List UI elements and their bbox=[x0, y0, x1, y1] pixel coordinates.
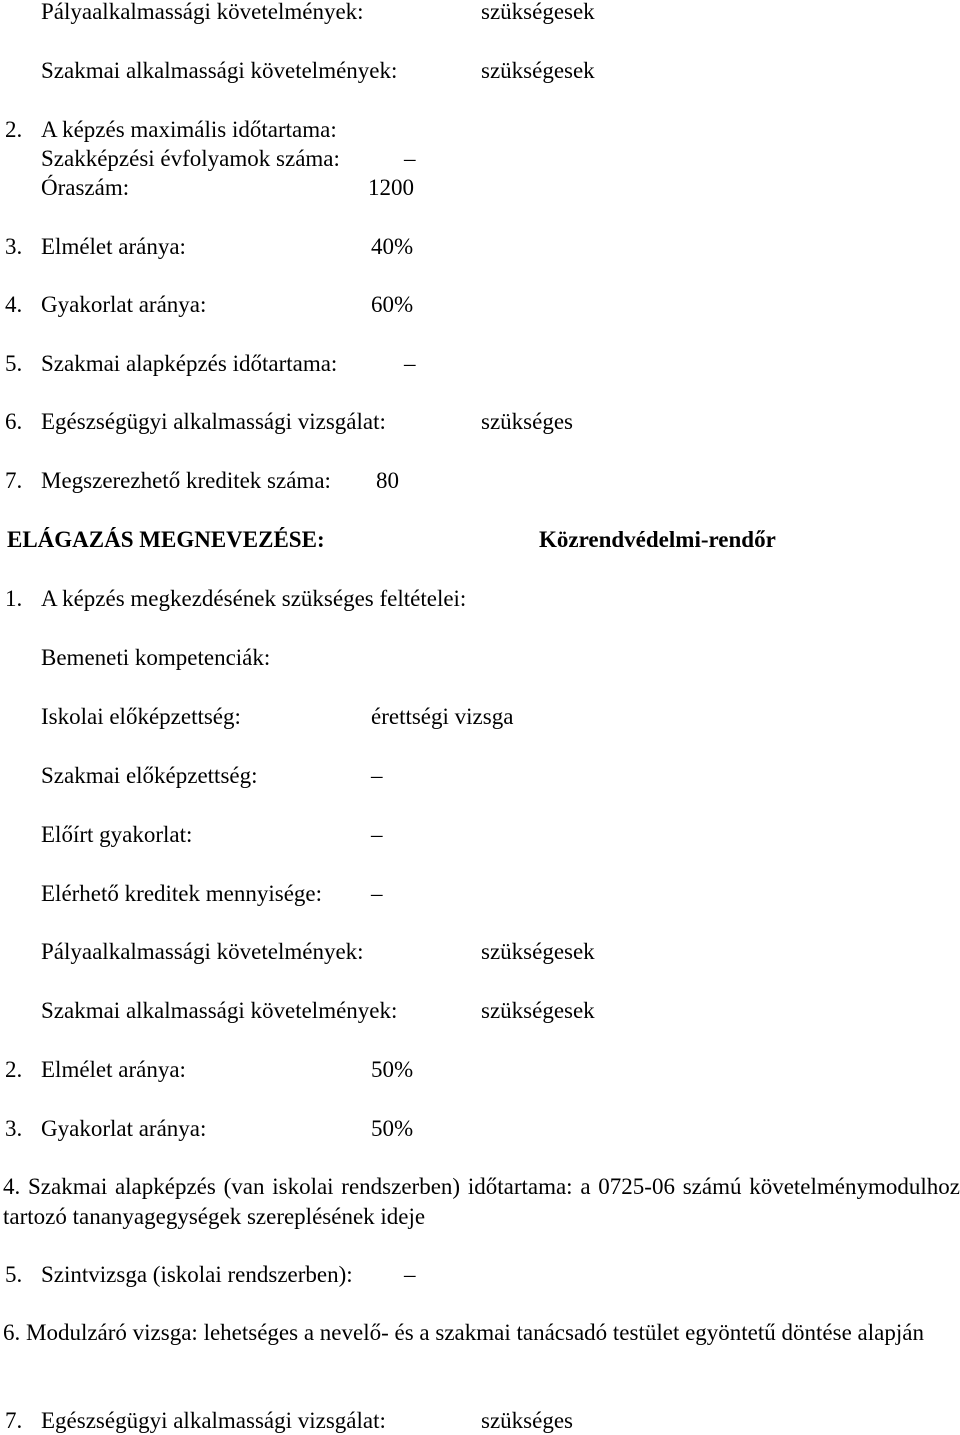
egeszseg2-value: szükséges bbox=[481, 1408, 573, 1433]
egeszseg2-num: 7. bbox=[5, 1408, 23, 1433]
egeszseg-value: szükséges bbox=[481, 409, 573, 434]
bemeneti-label: Bemeneti kompetenciák: bbox=[41, 645, 271, 670]
branch-label: ELÁGAZÁS MEGNEVEZÉSE: bbox=[7, 527, 325, 552]
alap-label: Szakmai alapképzés időtartama: bbox=[41, 351, 338, 376]
egeszseg2-label: Egészségügyi alkalmassági vizsgálat: bbox=[41, 1408, 386, 1433]
szakmai-elo-label: Szakmai előképzettség: bbox=[41, 763, 258, 788]
alapkepzes-paragraph: 4. Szakmai alapképzés (van iskolai rendszerben) időtartama: a 0725-06 számú követelménymodulhoz tartozó tananyagegységek szereplésének ideje bbox=[3, 1174, 960, 1229]
max-label: A képzés maximális időtartama: bbox=[41, 117, 337, 142]
palya2-value: szükségesek bbox=[481, 939, 595, 964]
elerheto-value: – bbox=[371, 881, 383, 906]
iskolai-value: érettségi vizsga bbox=[371, 704, 514, 729]
egeszseg-label: Egészségügyi alkalmassági vizsgálat: bbox=[41, 409, 386, 434]
evf-value: – bbox=[404, 146, 416, 171]
kredit-num: 7. bbox=[5, 468, 23, 493]
gyakorlat2-label: Gyakorlat aránya: bbox=[41, 1116, 207, 1141]
egeszseg-num: 6. bbox=[5, 409, 23, 434]
gyakorlat-value: 60% bbox=[371, 292, 414, 317]
palya-value: szükségesek bbox=[481, 0, 595, 24]
ora-label: Óraszám: bbox=[41, 175, 130, 200]
szint-num: 5. bbox=[5, 1262, 23, 1287]
palya2-label: Pályaalkalmassági követelmények: bbox=[41, 939, 364, 964]
elmelet2-num: 2. bbox=[5, 1057, 23, 1082]
szakmai2-value: szükségesek bbox=[481, 998, 595, 1023]
kredit-value: 80 bbox=[376, 468, 399, 493]
elmelet2-value: 50% bbox=[371, 1057, 414, 1082]
modulzaro-paragraph: 6. Modulzáró vizsga: lehetséges a nevelő- és a szakmai tanácsadó testület egyöntetű döntése alapján bbox=[3, 1320, 924, 1345]
iskolai-label: Iskolai előképzettség: bbox=[41, 704, 241, 729]
szakmai-value: szükségesek bbox=[481, 58, 595, 83]
gyakorlat2-num: 3. bbox=[5, 1116, 23, 1141]
evf-label: Szakképzési évfolyamok száma: bbox=[41, 146, 340, 171]
szakmai2-label: Szakmai alkalmassági követelmények: bbox=[41, 998, 398, 1023]
alap-num: 5. bbox=[5, 351, 23, 376]
eloirt-label: Előírt gyakorlat: bbox=[41, 822, 193, 847]
gyakorlat-num: 4. bbox=[5, 292, 23, 317]
elmelet2-label: Elmélet aránya: bbox=[41, 1057, 186, 1082]
szint-label: Szintvizsga (iskolai rendszerben): bbox=[41, 1262, 353, 1287]
elerheto-label: Elérhető kreditek mennyisége: bbox=[41, 881, 323, 906]
palya-label: Pályaalkalmassági követelmények: bbox=[41, 0, 364, 24]
szint-value: – bbox=[404, 1262, 416, 1287]
ora-value: 1200 bbox=[368, 175, 414, 200]
branch-value: Közrendvédelmi-rendőr bbox=[539, 527, 776, 552]
alap-value: – bbox=[404, 351, 416, 376]
gyakorlat-label: Gyakorlat aránya: bbox=[41, 292, 207, 317]
elmelet-label: Elmélet aránya: bbox=[41, 234, 186, 259]
kredit-label: Megszerezhető kreditek száma: bbox=[41, 468, 331, 493]
elmelet-num: 3. bbox=[5, 234, 23, 259]
felt-num: 1. bbox=[5, 586, 23, 611]
szakmai-elo-value: – bbox=[371, 763, 383, 788]
eloirt-value: – bbox=[371, 822, 383, 847]
felt-label: A képzés megkezdésének szükséges feltételei: bbox=[41, 586, 467, 611]
max-num: 2. bbox=[5, 117, 23, 142]
elmelet-value: 40% bbox=[371, 234, 414, 259]
szakmai-label: Szakmai alkalmassági követelmények: bbox=[41, 58, 398, 83]
gyakorlat2-value: 50% bbox=[371, 1116, 414, 1141]
